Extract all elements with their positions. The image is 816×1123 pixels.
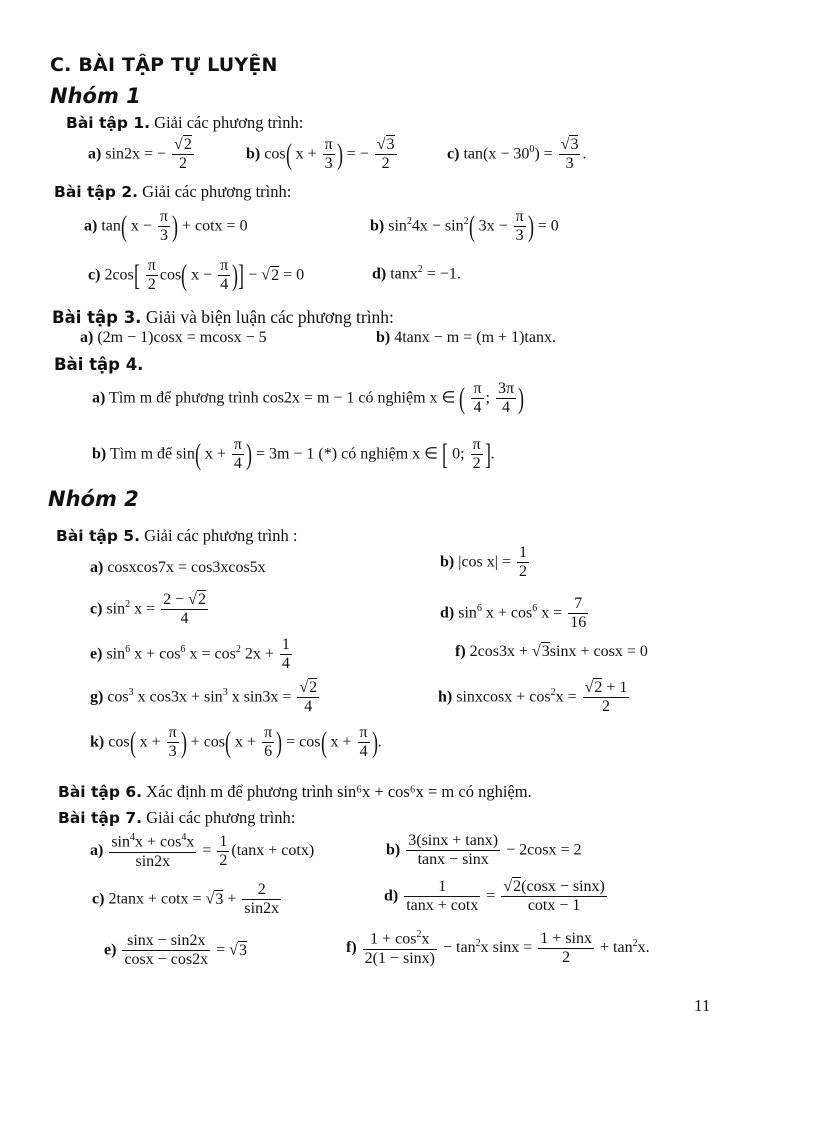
- equation: e) $\sin^6 x + \cos^6 x = \cos^2 2x$ + $\frac{1}{4}$: [90, 636, 290, 673]
- group-1-heading: Nhóm 1: [50, 84, 141, 108]
- equation: b) $\frac{3(\sin x + \tan x)}{\tan x - \sin x}$ − 2cosx = 2: [386, 832, 582, 869]
- equation: g) $\cos^3 x$ $\cos 3x + \sin^3 x$ sin3x = $\frac{√2}{4}$: [90, 679, 318, 716]
- section-title: C. BÀI TẬP TỰ LUYỆN: [50, 54, 278, 76]
- exercise-label: Bài tập 2.: [54, 183, 139, 201]
- page-number: 11: [694, 996, 711, 1015]
- exercise-label: Bài tập 3.: [52, 308, 142, 327]
- equation: b) |cos x| = $\frac{1}{2}$: [440, 544, 527, 581]
- equation: c) $\sin^2 x$ = $\frac{2 - √2}{4}$: [90, 591, 206, 628]
- exercise-instruction: Giải các phương trình :: [144, 526, 298, 545]
- equation: a) cosxcos7x = cos3xcos5x: [90, 559, 266, 576]
- equation: h) sinxcosx + $\cos^2x$ = $\frac{√2 + 1}{2}$: [438, 679, 628, 716]
- exercise-instruction: Xác định m để phương trình sin⁶x + cos⁶x = m có nghiệm.: [146, 782, 532, 801]
- equation: c) $\tan(x - 30^0)$ = $\frac{√3}{3}$ .: [447, 136, 587, 173]
- equation: d) $\sin^6 x + \cos^6 x$ = $\frac{7}{16}$: [440, 595, 587, 632]
- equation: b) Tìm m để sin( x + $\frac{\pi}{4}$ ) = 3m − 1 (*) có nghiệm x ∈ [ 0; $\frac{\pi}{2}$ ].: [92, 436, 495, 473]
- exercise-instruction: Giải các phương trình:: [146, 808, 296, 827]
- exercise-label: Bài tập 6.: [58, 783, 143, 801]
- exercise-1: [66, 113, 303, 133]
- equation: b) $\sin^24x - \sin^2$( 3x − $\frac{\pi}{3}$ ) = 0: [370, 208, 559, 245]
- equation: a) $\frac{\sin^4x + \cos^4x}{\sin 2x}$ = $\frac{1}{2}$ (tanx + cotx): [90, 832, 315, 870]
- equation: a) (2m − 1)cosx = mcosx − 5: [80, 329, 267, 346]
- equation: f) $\frac{1 + \cos^2x}{2(1 - \sin x)}$ − $\tan^2x$ sinx = $\frac{1 + \sin x}{2}$ + $\tan^2x$.: [346, 929, 650, 967]
- group-2-heading: Nhóm 2: [48, 487, 139, 511]
- exercise-7: [58, 808, 295, 828]
- equation: k) cos( x + $\frac{\pi}{3}$ ) + cos( x + $\frac{\pi}{6}$ ) = cos( x + $\frac{\pi}{4}$ ).: [90, 724, 382, 761]
- exercise-instruction: Giải các phương trình:: [142, 182, 292, 201]
- exercise-instruction: Giải và biện luận các phương trình:: [145, 307, 394, 327]
- exercise-instruction: Giải các phương trình:: [154, 113, 304, 132]
- exercise-2: [54, 182, 291, 202]
- equation: f) 2cos3x + √3sinx + cosx = 0: [455, 643, 648, 660]
- equation: c) 2tanx + cotx = √3 + $\frac{2}{\sin 2x}$: [92, 881, 280, 918]
- exercise-4: [54, 355, 143, 375]
- exercise-3: [52, 307, 394, 328]
- equation: d) tanx$^2$ = −1.: [372, 264, 461, 283]
- equation: d) $\frac{1}{\tan x + \cot x}$ = $\frac{√2(\cos x - \sin x)}{\cot x - 1}$: [384, 878, 605, 915]
- equation: a) Tìm m để phương trình cos2x = m − 1 có nghiệm x ∈ ( $\frac{\pi}{4}$ ; $\frac{3\pi}{4}$ ): [92, 380, 525, 417]
- exercise-label: Bài tập 5.: [56, 527, 141, 545]
- exercise-label: Bài tập 1.: [66, 114, 151, 132]
- exercise-label: Bài tập 4.: [54, 355, 144, 374]
- equation: b) 4tanx − m = (m + 1)tanx.: [376, 329, 556, 346]
- equation: b) cos( x + $\frac{\pi}{3}$ ) = − $\frac{√3}{2}$: [246, 136, 395, 173]
- equation: a) sin2x = − $\frac{√2}{2}$: [88, 136, 192, 173]
- exercise-6: [58, 782, 532, 802]
- equation: c) 2cos[ $\frac{\pi}{2}$ cos( x − $\frac{\pi}{4}$ )] − √2 = 0: [88, 257, 305, 294]
- equation: a) tan( x − $\frac{\pi}{3}$ ) + cotx = 0: [84, 208, 248, 245]
- exercise-label: Bài tập 7.: [58, 809, 143, 827]
- equation: e) $\frac{\sin x - \sin 2x}{\cos x - \cos 2x}$ = √3: [104, 932, 247, 969]
- exercise-5: [56, 526, 297, 546]
